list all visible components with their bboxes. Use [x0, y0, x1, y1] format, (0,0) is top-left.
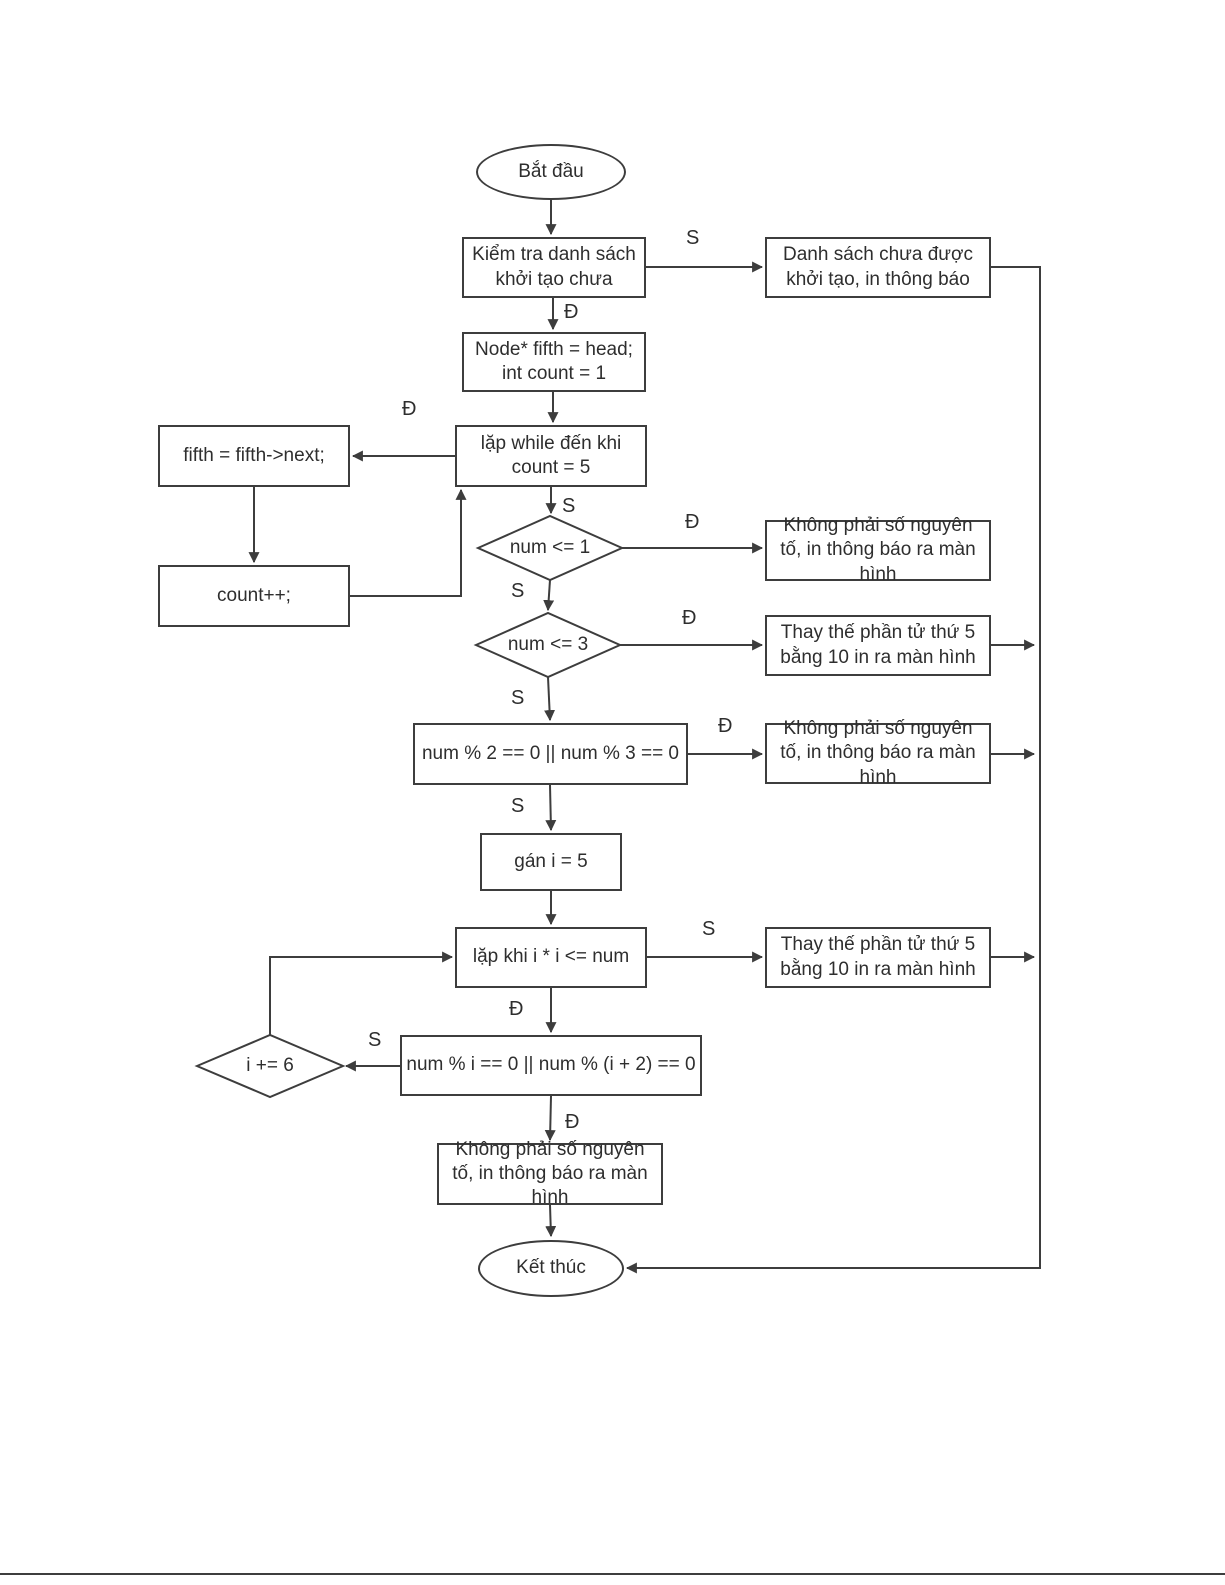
- node-not-prime-1-label: Không phải số nguyên tố, in thông báo ra màn hình: [780, 515, 976, 585]
- node-init-vars-lines: [475, 338, 633, 387]
- connector-increment-to-while: [350, 490, 461, 596]
- edge-label-check-s: S: [686, 227, 700, 249]
- node-check-init: [462, 237, 646, 298]
- node-advance-pointer-label: fifth = fifth->next;: [183, 444, 325, 466]
- edge-label-check-d: Đ: [564, 301, 579, 323]
- node-start-label: Bắt đầu: [518, 160, 584, 182]
- diamond-num-le-1-label: num <= 1: [509, 537, 591, 558]
- node-mod-i: [400, 1035, 702, 1096]
- edge-label-numle3-s: S: [511, 687, 525, 709]
- node-assign-i-label: gán i = 5: [514, 850, 588, 872]
- diamond-i-plus-6-shape: [197, 1035, 343, 1097]
- edge-label-while-s: S: [562, 495, 576, 517]
- node-not-prime-2-label: Không phải số nguyên tố, in thông báo ra màn hình: [780, 718, 976, 788]
- diamond-i-plus-6-label: i += 6: [246, 1055, 294, 1076]
- node-init-vars-line1: Node* fifth = head;: [475, 338, 633, 360]
- node-loop-i-label: lặp khi i * i <= num: [472, 946, 630, 968]
- connector-mod23-to-assigni: [550, 785, 551, 830]
- edge-label-while-d: Đ: [402, 398, 417, 420]
- edge-label-numle3-d: Đ: [682, 607, 697, 629]
- node-increment-count: [158, 565, 350, 627]
- node-start: [476, 144, 626, 200]
- node-assign-i: [480, 833, 622, 891]
- connector-incri-to-loopi: [270, 957, 452, 1035]
- edge-label-modi-s: S: [368, 1029, 382, 1051]
- edge-label-mod23-d: Đ: [718, 715, 733, 737]
- node-not-prime-1: [765, 515, 991, 585]
- node-mod-i-label: num % i == 0 || num % (i + 2) == 0: [406, 1054, 696, 1076]
- node-end-label: Kết thúc: [516, 1257, 586, 1279]
- node-while-loop: [455, 425, 647, 487]
- node-increment-count-label: count++;: [217, 584, 291, 606]
- edge-label-modi-d: Đ: [565, 1111, 580, 1133]
- node-while-loop-label: lặp while đến khi count = 5: [480, 432, 622, 478]
- node-loop-i: [455, 927, 647, 988]
- diamond-num-le-1-shape: [478, 516, 622, 580]
- connector-modi-to-notprime3: [550, 1096, 551, 1140]
- node-replace-fifth-1-label: Thay thế phần tử thứ 5 bằng 10 in ra màn hình: [780, 622, 976, 668]
- node-check-init-label: Kiểm tra danh sách khởi tạo chưa: [472, 244, 636, 290]
- edge-label-loopi-s: S: [702, 918, 716, 940]
- node-not-initialized-label: Danh sách chưa được khởi tạo, in thông báo: [783, 244, 973, 290]
- node-mod-2-3-label: num % 2 == 0 || num % 3 == 0: [421, 742, 680, 764]
- node-not-initialized: [765, 237, 991, 298]
- node-not-prime-3-label: Không phải số nguyên tố, in thông báo ra màn hình: [452, 1138, 648, 1209]
- node-mod-2-3: [413, 723, 688, 785]
- node-not-prime-3: [437, 1138, 663, 1209]
- connector-numle1-to-numle3: [548, 580, 550, 610]
- node-init-vars: [462, 332, 646, 392]
- node-init-vars-line2: int count = 1: [501, 363, 607, 384]
- node-replace-fifth-1: [765, 615, 991, 676]
- edge-label-mod23-s: S: [511, 795, 525, 817]
- connector-numle3-to-mod23: [548, 677, 550, 720]
- node-replace-fifth-2: [765, 927, 991, 988]
- diamond-num-le-3-shape: [476, 613, 620, 677]
- diamond-num-le-3-label: num <= 3: [507, 634, 589, 655]
- edge-label-loopi-d: Đ: [509, 998, 524, 1020]
- edge-label-numle1-s: S: [511, 580, 525, 602]
- node-end: [478, 1240, 624, 1297]
- node-not-prime-2: [765, 718, 991, 788]
- edge-label-numle1-d: Đ: [685, 511, 700, 533]
- node-advance-pointer: [158, 425, 350, 487]
- node-replace-fifth-2-label: Thay thế phần tử thứ 5 bằng 10 in ra màn hình: [780, 934, 976, 980]
